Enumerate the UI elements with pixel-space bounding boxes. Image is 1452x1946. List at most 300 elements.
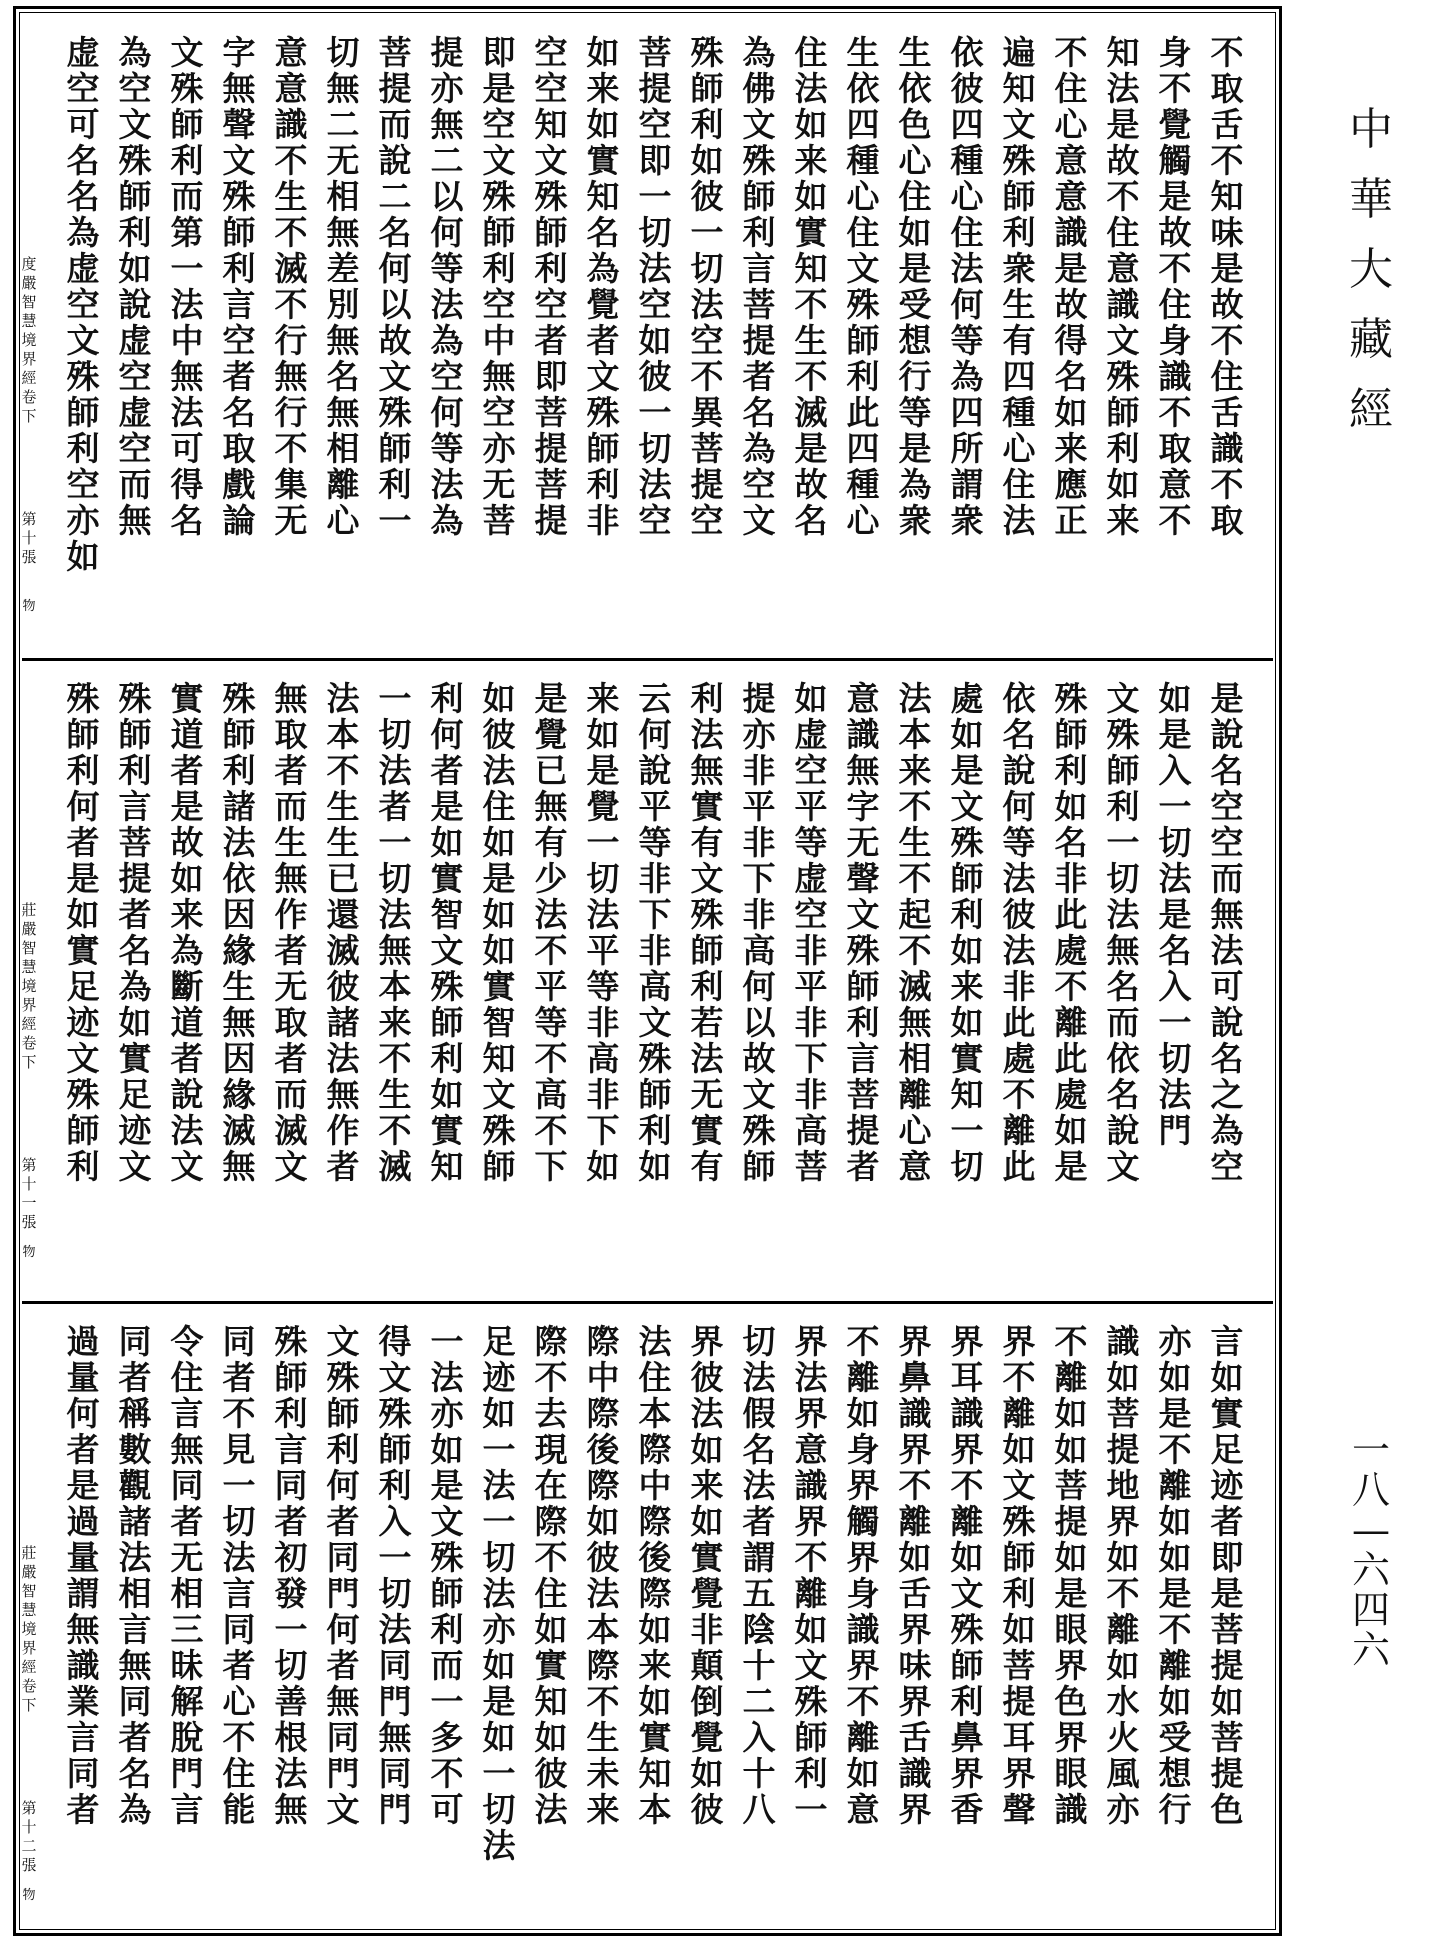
character: 一 [170, 249, 204, 288]
character: 心 [846, 501, 880, 540]
character: 如 [482, 679, 516, 718]
character: 不 [950, 1466, 984, 1505]
character: 利 [118, 213, 152, 252]
character: 心 [898, 141, 932, 180]
character: 来 [1106, 501, 1140, 540]
character: 者 [66, 1430, 100, 1469]
character: 文 [1106, 321, 1140, 360]
character: 因 [222, 895, 256, 934]
character: 名 [586, 213, 620, 252]
character: 字 [222, 33, 256, 72]
character: 法 [378, 895, 412, 934]
character: 一 [638, 177, 672, 216]
character: 言 [846, 1039, 880, 1078]
character: 可 [66, 105, 100, 144]
character: 法 [430, 465, 464, 504]
character: 身 [846, 1430, 880, 1469]
character: 見 [222, 1430, 256, 1469]
character: 利 [66, 429, 100, 468]
character: 無 [846, 751, 880, 790]
character: 殊 [118, 679, 152, 718]
character: 師 [430, 1574, 464, 1613]
text-column-21 [161, 681, 213, 1185]
character: 界 [950, 1430, 984, 1469]
character: 无 [690, 1075, 724, 1114]
character: 聲 [222, 105, 256, 144]
character: 後 [638, 1538, 672, 1577]
character: 法 [638, 249, 672, 288]
collator-mark: 物 [22, 1245, 36, 1260]
character: 依 [1106, 1039, 1140, 1078]
character: 空 [638, 501, 672, 540]
character: 無 [326, 69, 360, 108]
character: 提 [1210, 1754, 1244, 1793]
character: 殊 [1106, 715, 1140, 754]
character: 来 [170, 895, 204, 934]
character: 空 [118, 69, 152, 108]
character: 本 [586, 1610, 620, 1649]
character: 亦 [1158, 1322, 1192, 1361]
character: 殊 [66, 1075, 100, 1114]
side-char: 六 [1351, 1548, 1390, 1592]
character: 虚 [118, 393, 152, 432]
text-column-1 [1201, 681, 1253, 1185]
character: 故 [794, 465, 828, 504]
character: 生 [274, 823, 308, 862]
character: 如 [586, 1147, 620, 1186]
character: 者 [430, 751, 464, 790]
margin-char: 下 [21, 407, 37, 425]
character: 一 [482, 1502, 516, 1541]
character: 法 [690, 1394, 724, 1433]
character: 是 [1054, 249, 1088, 288]
character: 色 [898, 105, 932, 144]
text-column-9 [785, 681, 837, 1185]
character: 有 [534, 823, 568, 862]
character: 受 [1158, 1718, 1192, 1757]
character: 切 [222, 1502, 256, 1541]
character: 殊 [1106, 357, 1140, 396]
character: 如 [1054, 1430, 1088, 1469]
character: 中 [638, 1466, 672, 1505]
character: 一 [430, 1322, 464, 1361]
character: 此 [1002, 1147, 1036, 1186]
character: 三 [170, 1610, 204, 1649]
character: 耳 [950, 1358, 984, 1397]
character: 空 [66, 69, 100, 108]
text-column-18 [317, 35, 369, 575]
character: 言 [274, 1430, 308, 1469]
character: 者 [66, 1790, 100, 1829]
character: 殊 [66, 679, 100, 718]
margin-char: 嚴 [21, 1563, 37, 1581]
character: 如 [586, 1502, 620, 1541]
character: 五 [742, 1574, 776, 1613]
character: 亦 [1106, 1790, 1140, 1829]
character: 无 [482, 465, 516, 504]
character: 舌 [1210, 393, 1244, 432]
character: 界 [690, 1322, 724, 1361]
character: 二 [326, 105, 360, 144]
character: 為 [170, 931, 204, 970]
character: 味 [898, 1646, 932, 1685]
character: 是 [1158, 715, 1192, 754]
character: 空 [690, 321, 724, 360]
character: 名 [742, 393, 776, 432]
margin-char: 慧 [21, 312, 37, 330]
character: 滅 [326, 931, 360, 970]
character: 界 [794, 1502, 828, 1541]
character: 因 [222, 1039, 256, 1078]
character: 觸 [846, 1502, 880, 1541]
text-column-11 [681, 681, 733, 1185]
character: 生 [846, 33, 880, 72]
character: 師 [170, 105, 204, 144]
character: 已 [326, 859, 360, 898]
character: 如 [1002, 1610, 1036, 1649]
character: 空 [638, 105, 672, 144]
character: 想 [898, 321, 932, 360]
character: 生 [326, 823, 360, 862]
character: 無 [274, 679, 308, 718]
character: 菩 [846, 1075, 880, 1114]
character: 中 [586, 1358, 620, 1397]
character: 師 [1106, 393, 1140, 432]
character: 平 [534, 967, 568, 1006]
text-column-1 [1201, 1324, 1253, 1864]
character: 文 [586, 357, 620, 396]
character: 法 [690, 715, 724, 754]
character: 陰 [742, 1610, 776, 1649]
character: 者 [118, 1358, 152, 1397]
character: 名 [66, 177, 100, 216]
character: 本 [378, 967, 412, 1006]
character: 菩 [1106, 1394, 1140, 1433]
character: 入 [1158, 967, 1192, 1006]
side-char: 經 [1349, 384, 1393, 435]
character: 師 [66, 1111, 100, 1150]
character: 法 [482, 751, 516, 790]
character: 提 [1106, 1430, 1140, 1469]
character: 利 [1106, 429, 1140, 468]
character: 心 [1002, 429, 1036, 468]
character: 知 [534, 105, 568, 144]
character: 菩 [118, 823, 152, 862]
character: 空 [1210, 1147, 1244, 1186]
character: 而 [1210, 859, 1244, 898]
text-column-7 [889, 1324, 941, 1864]
character: 取 [1210, 501, 1244, 540]
character: 名 [1158, 931, 1192, 970]
character: 師 [1054, 715, 1088, 754]
margin-char: 莊 [21, 901, 37, 919]
text-column-14 [525, 681, 577, 1185]
character: 殊 [1054, 679, 1088, 718]
character: 不 [794, 1538, 828, 1577]
character: 是 [1210, 1574, 1244, 1613]
character: 者 [170, 1502, 204, 1541]
character: 處 [1054, 1075, 1088, 1114]
character: 利 [1054, 751, 1088, 790]
text-column-15 [473, 1324, 525, 1864]
character: 如 [690, 1754, 724, 1793]
character: 利 [378, 465, 412, 504]
text-column-19 [265, 681, 317, 1185]
character: 是 [1158, 177, 1192, 216]
character: 為 [430, 501, 464, 540]
character: 際 [586, 1466, 620, 1505]
character: 未 [586, 1754, 620, 1793]
character: 下 [742, 859, 776, 898]
character: 界 [794, 1394, 828, 1433]
character: 下 [794, 1039, 828, 1078]
character: 者 [118, 895, 152, 934]
character: 無 [66, 1610, 100, 1649]
character: 如 [794, 177, 828, 216]
character: 何 [430, 715, 464, 754]
text-column-5 [993, 681, 1045, 1185]
character: 發 [274, 1574, 308, 1613]
character: 同 [222, 1610, 256, 1649]
character: 利 [66, 1147, 100, 1186]
character: 聲 [1002, 1790, 1036, 1829]
character: 殊 [326, 1358, 360, 1397]
character: 者 [118, 1718, 152, 1757]
character: 後 [586, 1430, 620, 1469]
text-column-3 [1097, 1324, 1149, 1864]
character: 法 [638, 1322, 672, 1361]
character: 菩 [534, 465, 568, 504]
character: 相 [898, 1039, 932, 1078]
character: 同 [170, 1466, 204, 1505]
character: 如 [638, 1147, 672, 1186]
character: 舌 [898, 1574, 932, 1613]
character: 種 [846, 141, 880, 180]
character: 處 [950, 679, 984, 718]
character: 不 [222, 1394, 256, 1433]
character: 若 [690, 1003, 724, 1042]
margin-char: 智 [21, 1582, 37, 1600]
character: 菩 [794, 1147, 828, 1186]
character: 無 [898, 1003, 932, 1042]
character: 一 [378, 679, 412, 718]
character: 空 [534, 69, 568, 108]
character: 法 [430, 285, 464, 324]
character: 殊 [482, 1111, 516, 1150]
collator-mark: 物 [22, 1888, 36, 1903]
character: 緣 [222, 931, 256, 970]
character: 不 [1158, 69, 1192, 108]
side-char: 六 [1351, 1628, 1390, 1672]
character: 等 [898, 393, 932, 432]
character: 不 [1158, 393, 1192, 432]
character: 何 [326, 1466, 360, 1505]
character: 如 [482, 1718, 516, 1757]
margin-char: 張 [21, 548, 37, 566]
character: 界 [1106, 1502, 1140, 1541]
character: 来 [586, 69, 620, 108]
character: 故 [170, 823, 204, 862]
character: 師 [742, 177, 776, 216]
margin-note [5, 35, 57, 614]
character: 如 [66, 537, 100, 576]
character: 是 [1210, 249, 1244, 288]
character: 生 [326, 787, 360, 826]
character: 不 [898, 1466, 932, 1505]
character: 文 [742, 501, 776, 540]
character: 取 [274, 715, 308, 754]
text-column-8 [837, 1324, 889, 1864]
character: 八 [742, 1790, 776, 1829]
character: 意 [898, 1147, 932, 1186]
character: 實 [1210, 1394, 1244, 1433]
character: 名 [1002, 715, 1036, 754]
character: 者 [170, 1039, 204, 1078]
character: 如 [1158, 1502, 1192, 1541]
character: 師 [534, 213, 568, 252]
character: 如 [1054, 393, 1088, 432]
character: 殊 [1002, 1502, 1036, 1541]
character: 滅 [378, 1147, 412, 1186]
character: 實 [638, 1718, 672, 1757]
character: 空 [1210, 823, 1244, 862]
character: 而 [378, 105, 412, 144]
character: 文 [742, 1075, 776, 1114]
character: 業 [66, 1682, 100, 1721]
character: 不 [534, 1111, 568, 1150]
character: 提 [846, 1111, 880, 1150]
character: 是 [1158, 1574, 1192, 1613]
margin-char: 境 [21, 977, 37, 995]
character: 實 [586, 141, 620, 180]
character: 界 [846, 1466, 880, 1505]
character: 法 [378, 751, 412, 790]
character: 利 [222, 751, 256, 790]
character: 空 [1210, 787, 1244, 826]
character: 知 [638, 1754, 672, 1793]
character: 殊 [66, 357, 100, 396]
character: 法 [430, 1358, 464, 1397]
character: 殊 [274, 1322, 308, 1361]
character: 說 [638, 751, 672, 790]
character: 眼 [1054, 1754, 1088, 1793]
character: 初 [274, 1538, 308, 1577]
character: 即 [638, 141, 672, 180]
character: 想 [1158, 1754, 1192, 1793]
character: 空 [534, 33, 568, 72]
character: 如 [586, 33, 620, 72]
character: 如 [1106, 1538, 1140, 1577]
character: 識 [794, 1466, 828, 1505]
character: 依 [222, 859, 256, 898]
text-column-8 [837, 35, 889, 575]
character: 意 [794, 1430, 828, 1469]
character: 殊 [430, 1538, 464, 1577]
character: 師 [794, 1718, 828, 1757]
character: 文 [482, 141, 516, 180]
margin-char: 第 [21, 510, 37, 528]
character: 同 [326, 1538, 360, 1577]
character: 空 [118, 429, 152, 468]
character: 際 [638, 1430, 672, 1469]
character: 殊 [378, 393, 412, 432]
character: 道 [170, 715, 204, 754]
character: 二 [430, 141, 464, 180]
character: 亦 [482, 429, 516, 468]
character: 師 [950, 859, 984, 898]
character: 是 [482, 859, 516, 898]
character: 是 [898, 249, 932, 288]
character: 界 [1054, 1646, 1088, 1685]
character: 利 [430, 679, 464, 718]
character: 過 [66, 1322, 100, 1361]
character: 此 [1054, 1039, 1088, 1078]
character: 行 [274, 393, 308, 432]
character: 非 [794, 931, 828, 970]
character: 虚 [118, 321, 152, 360]
text-column-6 [941, 35, 993, 575]
margin-char: 第 [21, 1156, 37, 1174]
character: 以 [378, 285, 412, 324]
character: 文 [222, 141, 256, 180]
character: 者 [274, 751, 308, 790]
character: 為 [586, 249, 620, 288]
margin-char: 一 [21, 1194, 37, 1212]
character: 知 [950, 1075, 984, 1114]
character: 生 [586, 1718, 620, 1757]
character: 此 [846, 393, 880, 432]
character: 實 [482, 967, 516, 1006]
character: 空 [66, 285, 100, 324]
character: 界 [1002, 1754, 1036, 1793]
character: 空 [66, 465, 100, 504]
character: 際 [586, 1646, 620, 1685]
character: 實 [950, 1039, 984, 1078]
character: 等 [586, 967, 620, 1006]
character: 是 [1106, 105, 1140, 144]
character: 依 [898, 69, 932, 108]
character: 如 [690, 1502, 724, 1541]
character: 如 [638, 321, 672, 360]
character: 非 [586, 501, 620, 540]
character: 是 [66, 1466, 100, 1505]
character: 殊 [846, 285, 880, 324]
character: 處 [1002, 1039, 1036, 1078]
character: 高 [742, 931, 776, 970]
character: 不 [274, 429, 308, 468]
character: 可 [170, 429, 204, 468]
character: 文 [66, 1039, 100, 1078]
text-column-4 [1045, 1324, 1097, 1864]
margin-note [5, 681, 57, 1260]
character: 名 [1054, 823, 1088, 862]
character: 無 [1210, 895, 1244, 934]
character: 非 [586, 1003, 620, 1042]
character: 說 [1002, 751, 1036, 790]
character: 師 [846, 967, 880, 1006]
character: 色 [1054, 1682, 1088, 1721]
text-column-15 [473, 681, 525, 1185]
character: 無 [326, 213, 360, 252]
character: 虚 [794, 859, 828, 898]
character: 文 [1106, 1147, 1140, 1186]
character: 法 [482, 1466, 516, 1505]
character: 无 [846, 823, 880, 862]
character: 是 [1210, 679, 1244, 718]
character: 應 [1054, 465, 1088, 504]
character: 提 [1210, 1646, 1244, 1685]
character: 法 [1158, 1075, 1192, 1114]
